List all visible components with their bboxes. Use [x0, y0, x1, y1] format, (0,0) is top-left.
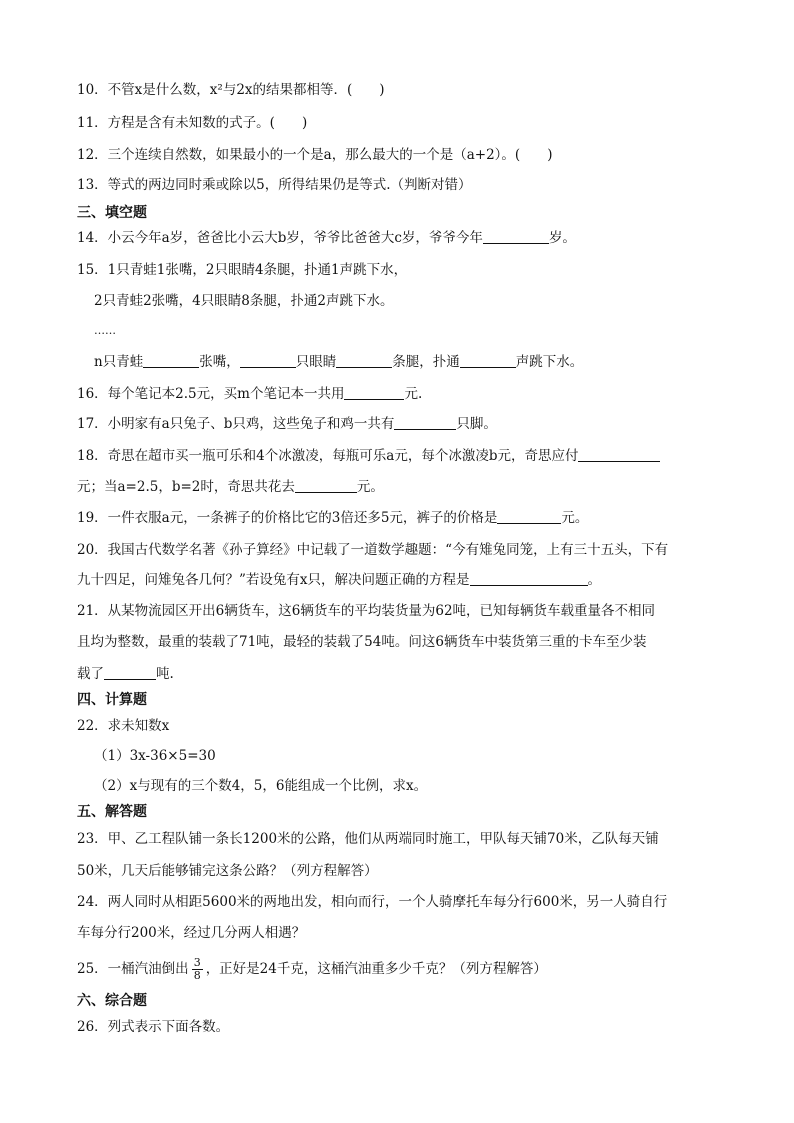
- question-14-unit: 岁。: [548, 230, 576, 246]
- question-15-ellipsis: ……: [94, 324, 116, 337]
- question-20-end: 。: [587, 572, 602, 588]
- section-3-heading: 三、填空题: [77, 205, 147, 221]
- question-20-line-1: 20．我国古代数学名著《孙子算经》中记载了一道数学趣题：“今有雉兔同笼，上有三十五头，下有: [77, 542, 669, 558]
- answer-blank[interactable]: [578, 447, 660, 462]
- question-22-stem: 22．求未知数x: [77, 718, 170, 734]
- question-22-part-2: （2）x与现有的三个数4，5，6能组成一个比例，求x。: [94, 778, 428, 794]
- section-5-heading: 五、解答题: [77, 804, 147, 820]
- fraction-denominator: 8: [193, 969, 201, 982]
- question-15-legs: 条腿，扑通: [392, 354, 460, 370]
- question-18-text-2: 元；当a=2.5，b=2时，奇思共花去: [77, 479, 295, 495]
- question-19-text: 19．一件衣服a元，一条裤子的价格比它的3倍还多5元，裤子的价格是: [77, 510, 498, 526]
- question-12: 12．三个连续自然数，如果最小的一个是a，那么最大的一个是（a+2）。( ): [77, 147, 553, 163]
- answer-blank[interactable]: [344, 385, 404, 400]
- question-14-text: 14．小云今年a岁，爸爸比小云大b岁，爷爷比爸爸大c岁，爷爷今年: [77, 230, 483, 246]
- question-18-text: 18．奇思在超市买一瓶可乐和4个冰激凌，每瓶可乐a元，每个冰激凌b元，奇思应付: [77, 448, 579, 464]
- question-17: [77, 414, 727, 434]
- answer-blank[interactable]: [470, 571, 588, 586]
- answer-blank[interactable]: [143, 353, 199, 368]
- section-6-heading: 六、综合题: [77, 993, 147, 1009]
- question-20-text: 九十四足，问雉兔各几何？”若设兔有x只，解决问题正确的方程是: [77, 572, 470, 588]
- answer-blank[interactable]: [394, 415, 456, 430]
- question-18-unit: 元。: [356, 479, 384, 495]
- question-17-text: 17．小明家有a只兔子、b只鸡，这些兔子和鸡一共有: [77, 416, 395, 432]
- question-26: 26．列式表示下面各数。: [77, 1019, 230, 1035]
- question-14: [77, 228, 727, 248]
- answer-blank[interactable]: [483, 229, 549, 244]
- question-15-line-2: 2只青蛙2张嘴，4只眼睛8条腿，扑通2声跳下水。: [94, 293, 394, 309]
- question-21-line-3: [77, 664, 727, 684]
- question-19-unit: 元。: [561, 510, 589, 526]
- question-13: 13．等式的两边同时乘或除以5，所得结果仍是等式.（判断对错）: [77, 177, 472, 193]
- question-21-line-1: 21．从某物流园区开出6辆货车，这6辆货车的平均装货量为62吨，已知每辆货车载重量各不相同: [77, 603, 656, 619]
- question-16: [77, 384, 727, 404]
- question-15-splash: 声跳下水。: [515, 354, 584, 370]
- question-20-line-2: [77, 570, 727, 590]
- question-21-text: 载了: [77, 666, 104, 682]
- answer-blank[interactable]: [497, 509, 561, 524]
- answer-blank[interactable]: [460, 353, 516, 368]
- question-19: [77, 508, 727, 528]
- question-22-part-1: （1）3x-36×5=30: [94, 748, 216, 764]
- fraction-three-eighths: [192, 957, 203, 982]
- question-18-line-2: [77, 477, 727, 497]
- question-23-line-2: 50米，几天后能够铺完这条公路？（列方程解答）: [77, 863, 378, 879]
- question-24-line-2: 车每分行200米，经过几分两人相遇？: [77, 925, 306, 941]
- question-15-mouths: 张嘴，: [199, 354, 240, 370]
- question-15-eyes: 只眼睛: [295, 354, 337, 370]
- question-25-text-2: ，正好是24千克，这桶汽油重多少千克？（列方程解答）: [205, 961, 547, 977]
- question-21-unit: 吨.: [156, 666, 174, 682]
- question-25: [77, 956, 727, 982]
- question-11: 11．方程是含有未知数的式子。( ): [77, 115, 308, 131]
- question-21-line-2: 且均为整数，最重的装载了71吨，最轻的装载了54吨。问这6辆货车中装货第三重的卡车至少装: [77, 634, 647, 650]
- question-16-text: 16．每个笔记本2.5元，买m个笔记本一共用: [77, 386, 345, 402]
- question-24-line-1: 24．两人同时从相距5600米的两地出发，相向而行，一个人骑摩托车每分行600米，另一人骑自行: [77, 894, 668, 910]
- answer-blank[interactable]: [295, 478, 357, 493]
- question-17-unit: 只脚。: [456, 416, 497, 432]
- fraction-numerator: 3: [193, 956, 201, 969]
- question-15-line-1: 15．1只青蛙1张嘴，2只眼睛4条腿，扑通1声跳下水，: [77, 262, 408, 278]
- question-25-text: 25．一桶汽油倒出: [77, 961, 189, 977]
- answer-blank[interactable]: [104, 665, 156, 680]
- question-18-line-1: [77, 446, 727, 466]
- question-16-unit: 元.: [404, 386, 423, 402]
- answer-blank[interactable]: [336, 353, 392, 368]
- question-23-line-1: 23．甲、乙工程队铺一条长1200米的公路，他们从两端同时施工，甲队每天铺70米，乙队每天铺: [77, 831, 659, 847]
- question-15-n-text: n只青蛙: [94, 354, 144, 370]
- answer-blank[interactable]: [240, 353, 296, 368]
- question-15-line-n: [94, 352, 744, 372]
- section-4-heading: 四、计算题: [77, 692, 147, 708]
- question-10: 10．不管x是什么数，x²与2x的结果都相等．( ): [77, 82, 385, 98]
